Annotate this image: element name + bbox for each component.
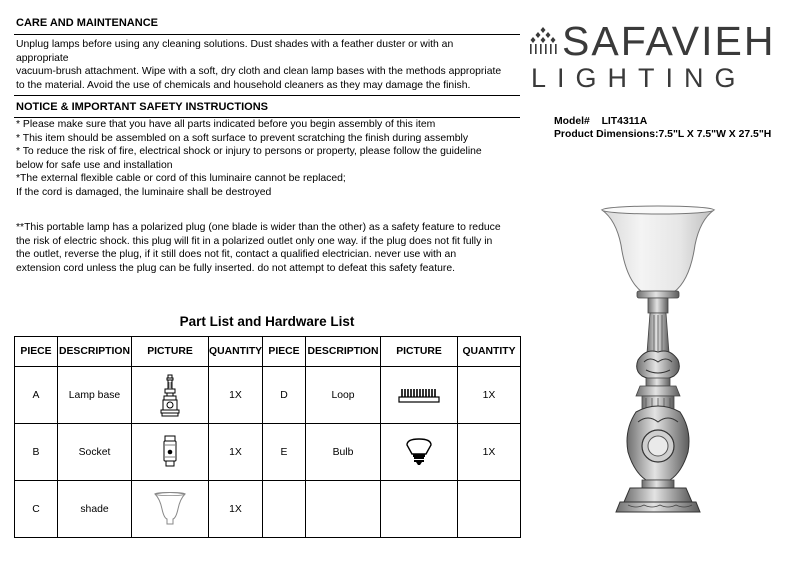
shade-icon xyxy=(153,491,187,527)
picture-cell xyxy=(132,424,209,481)
table-lamp-illustration xyxy=(590,200,726,550)
picture-cell xyxy=(381,424,458,481)
parts-table xyxy=(14,336,521,538)
header-quantity: QUANTITY xyxy=(209,337,263,367)
care-line: vacuum-brush attachment. Wipe with a soft, dry cloth and clean lamp bases with the methods appropriate xyxy=(16,66,502,78)
quantity-cell xyxy=(458,481,521,538)
plug-note-line: extension cord unless the plug can be fully inserted. do not attempt to defeat this safety feature. xyxy=(16,262,455,274)
care-line: to the material. Avoid the use of chemicals and household cleaners as they may damage the finish. xyxy=(16,79,471,91)
piece-cell xyxy=(263,481,306,538)
chandelier-icon xyxy=(527,27,559,55)
description-cell: Socket xyxy=(58,424,132,481)
brand-name: SAFAVIEH xyxy=(562,18,776,64)
picture-cell xyxy=(381,481,458,538)
brand-sub: LIGHTING xyxy=(531,63,747,93)
safety-line: below for safe use and installation xyxy=(16,159,173,171)
care-bottom-rule xyxy=(14,95,520,96)
table-row xyxy=(15,481,521,538)
quantity-cell: 1X xyxy=(209,481,263,538)
model-line xyxy=(554,116,647,127)
description-cell xyxy=(306,481,381,538)
model-value: LIT4311A xyxy=(601,116,648,127)
plug-note xyxy=(16,221,501,275)
picture-cell xyxy=(381,367,458,424)
piece-cell: C xyxy=(15,481,58,538)
parts-header-row xyxy=(15,337,521,367)
quantity-cell: 1X xyxy=(458,424,521,481)
quantity-cell: 1X xyxy=(458,367,521,424)
loop-icon xyxy=(397,386,441,404)
quantity-cell: 1X xyxy=(209,424,263,481)
parts-title: Part List and Hardware List xyxy=(179,314,355,329)
picture-cell xyxy=(132,481,209,538)
socket-icon xyxy=(160,434,180,470)
header-piece: PIECE xyxy=(263,337,306,367)
picture-cell xyxy=(132,367,209,424)
safety-title: NOTICE & IMPORTANT SAFETY INSTRUCTIONS xyxy=(16,101,268,113)
safety-line: * Please make sure that you have all parts indicated before you begin assembly of this item xyxy=(16,119,436,130)
header-quantity: QUANTITY xyxy=(458,337,521,367)
care-text xyxy=(16,38,501,92)
dimensions-label: Product Dimensions: xyxy=(554,129,659,140)
care-title: CARE AND MAINTENANCE xyxy=(16,17,158,29)
header-picture: PICTURE xyxy=(132,337,209,367)
lamp-base-icon xyxy=(155,372,185,418)
table-row xyxy=(15,424,521,481)
description-cell: Lamp base xyxy=(58,367,132,424)
description-cell: Bulb xyxy=(306,424,381,481)
plug-note-line: **This portable lamp has a polarized plug (one blade is wider than the other) as a safety feature to reduce xyxy=(16,222,501,233)
dimensions-line xyxy=(554,129,771,140)
description-cell: shade xyxy=(58,481,132,538)
safety-line: * To reduce the risk of fire, electrical shock or injury to persons or property, please follow the guideline xyxy=(16,146,482,158)
model-label: Model# xyxy=(554,116,590,127)
bulb-icon xyxy=(404,437,434,467)
description-cell: Loop xyxy=(306,367,381,424)
brand-logo xyxy=(527,27,559,55)
dimensions-value: 7.5"L X 7.5"W X 27.5"H xyxy=(658,129,772,140)
care-line: appropriate xyxy=(16,52,69,64)
plug-note-line: the risk of electric shock. this plug will fit in a polarized outlet only one way. if the plug does not fit fully in xyxy=(16,235,493,247)
piece-cell: B xyxy=(15,424,58,481)
header-picture: PICTURE xyxy=(381,337,458,367)
header-description: DESCRIPTION xyxy=(58,337,132,367)
piece-cell: D xyxy=(263,367,306,424)
table-row xyxy=(15,367,521,424)
care-line: Unplug lamps before using any cleaning solutions. Dust shades with a feather duster or with an xyxy=(16,39,454,50)
care-rule xyxy=(14,34,520,35)
safety-line: If the cord is damaged, the luminaire shall be destroyed xyxy=(16,186,272,198)
safety-text xyxy=(16,118,482,200)
quantity-cell: 1X xyxy=(209,367,263,424)
header-piece: PIECE xyxy=(15,337,58,367)
safety-line: * This item should be assembled on a soft surface to prevent scratching the finish during assembly xyxy=(16,132,469,144)
plug-note-line: the outlet, reverse the plug, if it still does not fit, contact a qualified electrician. never use with an xyxy=(16,249,457,261)
safety-line: *The external flexible cable or cord of this luminaire cannot be replaced; xyxy=(16,173,346,185)
header-description: DESCRIPTION xyxy=(306,337,381,367)
piece-cell: A xyxy=(15,367,58,424)
piece-cell: E xyxy=(263,424,306,481)
